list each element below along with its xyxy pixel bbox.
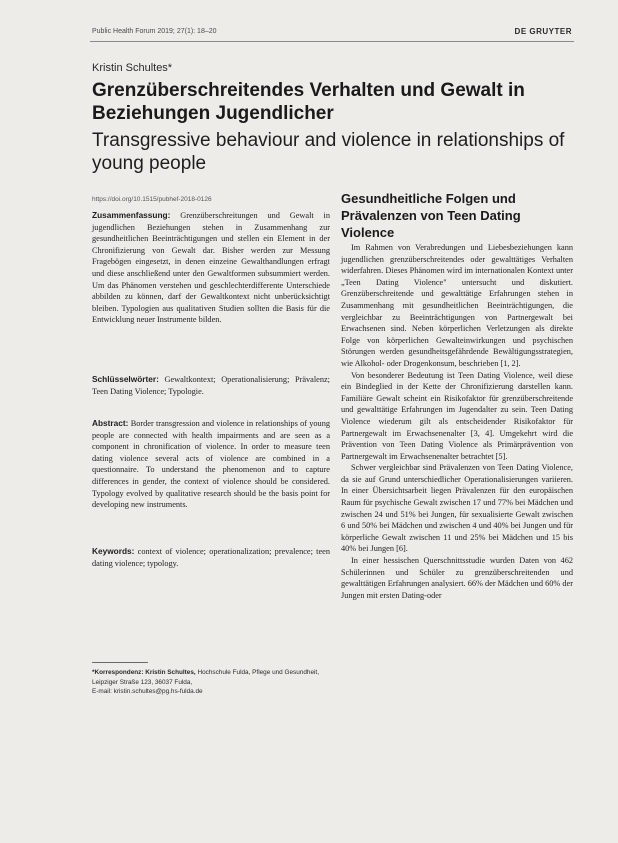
- journal-citation: Public Health Forum 2019; 27(1): 18–20: [92, 28, 217, 35]
- author-name: Kristin Schultes*: [92, 62, 173, 74]
- body-text: [341, 242, 573, 601]
- body-paragraph: Im Rahmen von Verabredungen und Liebesbeziehungen kann jugendlichen grenzüberschreitendes oder gewalttätiges Verhalten widerfahren. Dieses Phänomen wird im internationalen Kontext unter „Teen Dating Violence" untersucht und diskutiert. Grenzüberschreitende und gewalttätige Erfahrungen stehen in Zusammenhang mit gesundheitlichen Beeinträchtigungen, die vergleichbar zu Beeinträchtigungen von Partnergewalt bei Erwachsenen sind. Neben körperlichen Verletzungen als direkte Folge von körperlichen Gewalteinwirkungen und psychischen Störungen werden gesundheitsgefährdende Bewältigungsstrategien, wie Alkohol- oder Drogenkonsum, beschrieben [1, 2].: [341, 243, 573, 368]
- keywords-english: [92, 546, 330, 569]
- abstract-english: [92, 418, 330, 511]
- abstract-german-text: Grenzüberschreitungen und Gewalt in jugendlichen Beziehungen stehen in Zusammenhang zur gesundheitlichen Beeinträchtigungen und stellen ein Element in der Chronifizierung von Gewalt dar. Bisher werden zur Messung Fragebögen eingesetzt, in denen einzeine Gewalthandlungen erfragt und diese anschließend unter den Gewaltformen subsummiert werden. Um das Phänomen verstehen und geschlechterdifferente Unterschiede abbilden zu können, darf der Gewaltkontext nicht unberücksichtigt bleiben. Typologien aus qualitativen Studien sollten die Basis für die Entwicklung neuer Instrumente bilden.: [92, 211, 330, 325]
- keywords-german-label: Schlüsselwörter:: [92, 374, 159, 384]
- header-divider: [90, 41, 574, 42]
- article-title-english: Transgressive behaviour and violence in relationships of young people: [92, 130, 565, 174]
- footnote-address: Hochschule Fulda, Pflege und Gesundheit, Leipziger Straße 123, 36037 Fulda,: [92, 669, 319, 686]
- keywords-english-text: context of violence; operationalization; prevalence; teen dating violence; typology.: [92, 547, 330, 568]
- correspondence-footnote: [92, 668, 332, 697]
- footnote-label: *Korrespondenz: Kristin Schultes,: [92, 669, 196, 676]
- article-title-german: Grenzüberschreitendes Verhalten und Gewalt in Beziehungen Jugendlicher: [92, 80, 525, 124]
- section-heading: Gesundheitliche Folgen und Prävalenzen von Teen Dating Violence: [341, 191, 521, 240]
- abstract-english-text: Border transgression and violence in relationships of young people are connected with health impairments and are seen as a component in chronification of violence. In order to measure teen dating violence several acts of violence are combined in a questionnaire. To understand the phenomenon and to capture differences in gender, the context of violence should be considered. Typology evolved by qualitative research should be the basis point for developing new instruments.: [92, 419, 330, 510]
- abstract-english-label: Abstract:: [92, 418, 129, 428]
- keywords-english-label: Keywords:: [92, 546, 135, 556]
- keywords-german: [92, 374, 330, 397]
- footnote-email[interactable]: E-mail: kristin.schultes@pg.hs-fulda.de: [92, 688, 203, 695]
- abstract-german: [92, 210, 330, 326]
- body-paragraph: In einer hessischen Querschnittsstudie wurden Daten von 462 Schülerinnen und Schüler zu grenzüberschreitenden und gewalttätigen Erfahrungen analysiert. 66% der Mädchen und 60% der Jungen mit ersten Dating-oder: [341, 556, 573, 600]
- keywords-german-text: Gewaltkontext; Operationalisierung; Prävalenz; Teen Dating Violence; Typologie.: [92, 375, 330, 396]
- body-paragraph: Schwer vergleichbar sind Prävalenzen von Teen Dating Violence, da sie auf Grund unterschiedlicher Operationalisierungen variieren. In einer Übersichtsarbeit liegen Prävalenzen für den europäischen Raum für psychische Gewalt zwischen 17 und 77% bei Mädchen und zwischen 24 und 51% bei Jungen, für sexualisierte Gewalt zwischen 6 und 50% bei Mädchen und zwischen 4 und 40% bei Jungen und für körperliche Gewalt zwischen 11 und 25% bei Mädchen und 15 bis 40% bei Jungen [6].: [341, 463, 573, 554]
- doi-link[interactable]: https://doi.org/10.1515/pubhef-2018-0126: [92, 196, 212, 203]
- publisher-logo: DE GRUYTER: [514, 27, 572, 36]
- abstract-german-label: Zusammenfassung:: [92, 210, 171, 220]
- body-paragraph: Von besonderer Bedeutung ist Teen Dating Violence, weil diese ein Bindeglied in der Kette der Chronifizierung darstellen kann. Familiäre Gewalt scheint ein Risikofaktor für grenzüberschreitende und gewalttätige Erfahrungen im Jugendalter zu sein. Teen Dating Violence wiederum gilt als entscheidender Risikofaktor für Partnergewalt im Erwachsenenalter [3, 4]. Umgekehrt wird die Prävention von Teen Dating Violence als Primärprävention von Partnergewalt im Erwachsenenalter betrachtet [5].: [341, 370, 573, 461]
- footnote-divider: [92, 662, 148, 663]
